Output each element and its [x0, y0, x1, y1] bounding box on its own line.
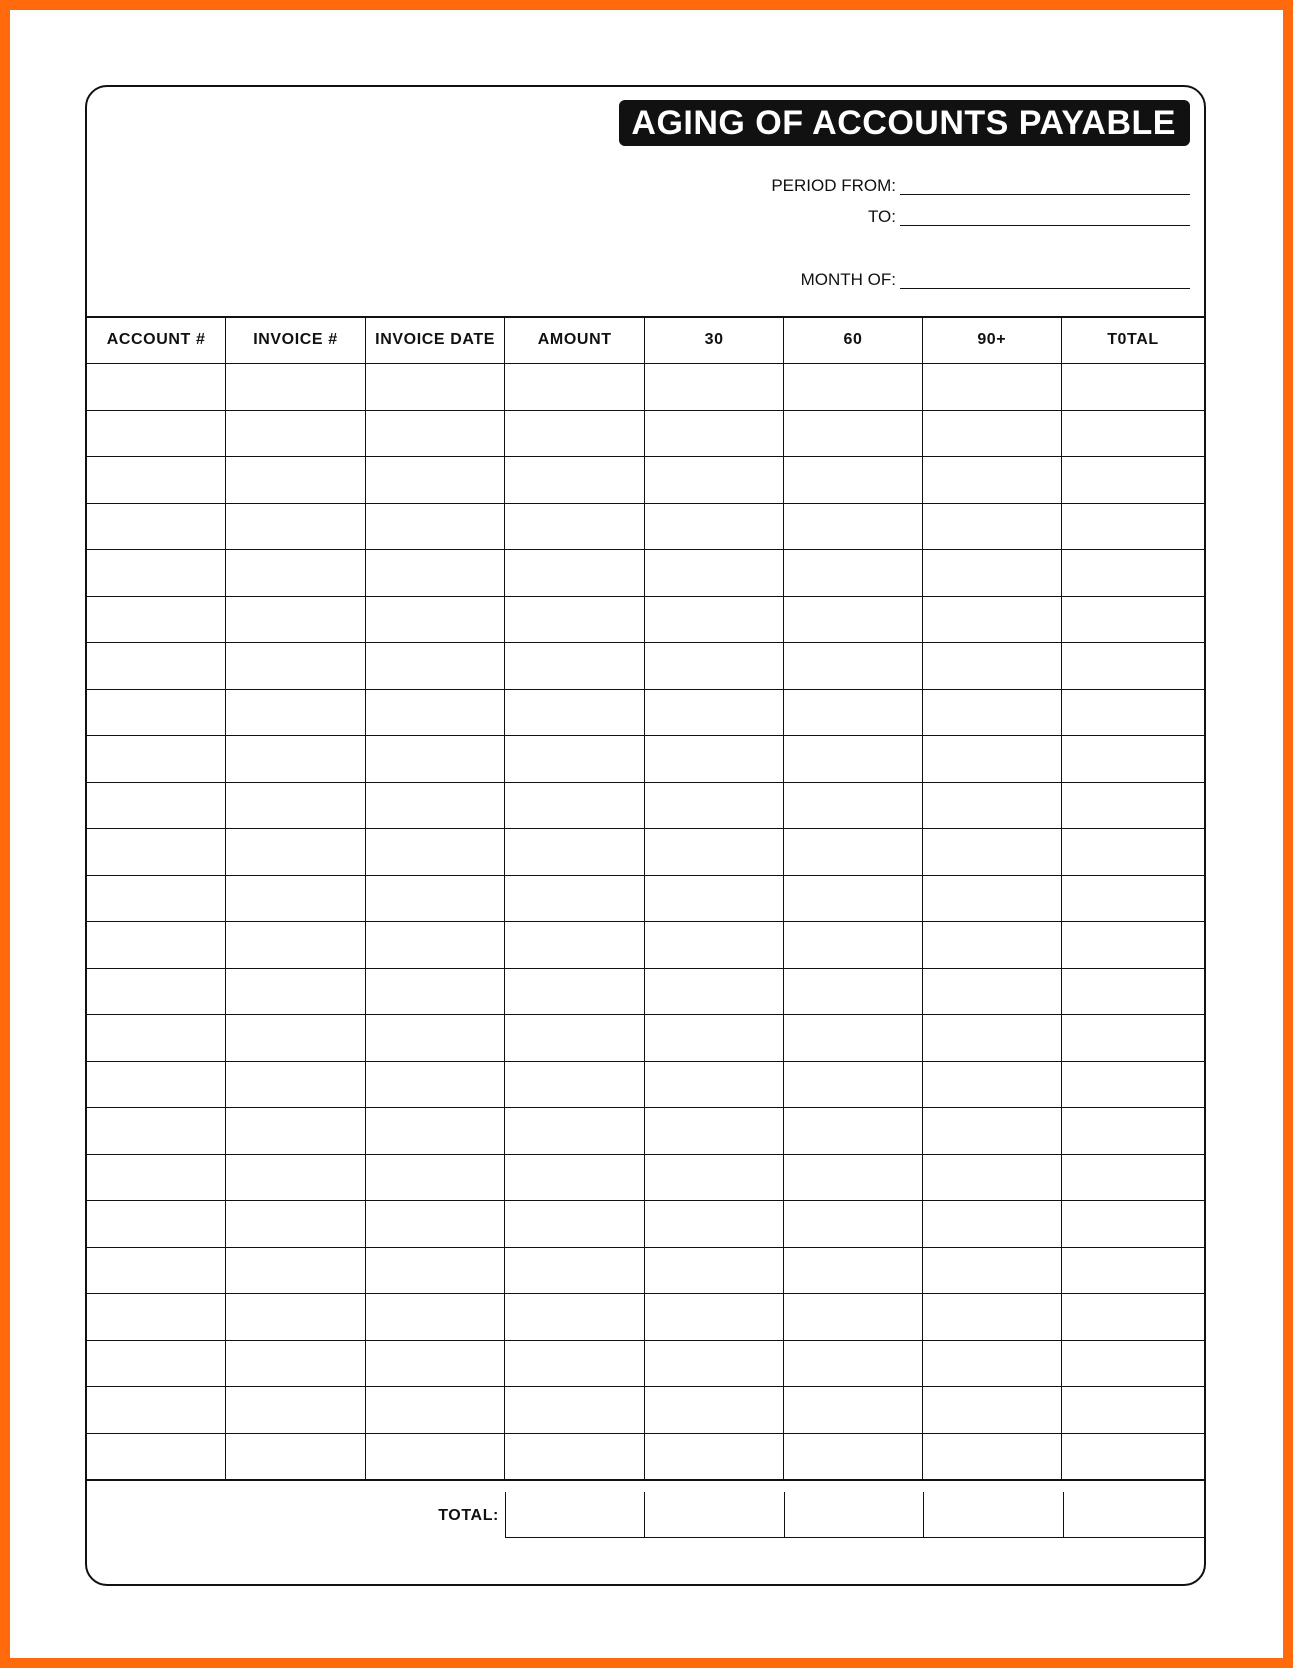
- table-cell[interactable]: [784, 829, 922, 876]
- table-cell[interactable]: [226, 1154, 366, 1201]
- table-cell[interactable]: [784, 1433, 922, 1480]
- table-cell[interactable]: [784, 922, 922, 969]
- table-cell[interactable]: [226, 1387, 366, 1434]
- table-cell[interactable]: [922, 1247, 1061, 1294]
- table-cell[interactable]: [784, 1294, 922, 1341]
- table-cell[interactable]: [784, 968, 922, 1015]
- table-cell[interactable]: [1061, 829, 1204, 876]
- payables-table: [87, 317, 1204, 1481]
- table-cell[interactable]: [505, 1154, 645, 1201]
- table-cell[interactable]: [1061, 922, 1204, 969]
- table-cell[interactable]: [365, 1294, 505, 1341]
- table-cell[interactable]: [1061, 1154, 1204, 1201]
- table-cell[interactable]: [505, 689, 645, 736]
- col-header-90-plus: 90+: [922, 317, 1061, 364]
- table-row: [87, 1061, 1204, 1108]
- table-cell[interactable]: [505, 1247, 645, 1294]
- table-cell[interactable]: [645, 922, 784, 969]
- table-cell[interactable]: [365, 736, 505, 783]
- table-cell[interactable]: [1061, 550, 1204, 597]
- period-from-field[interactable]: [771, 177, 1190, 195]
- table-cell[interactable]: [505, 922, 645, 969]
- table-cell[interactable]: [784, 782, 922, 829]
- table-cell[interactable]: [784, 1247, 922, 1294]
- table-cell[interactable]: [505, 503, 645, 550]
- table-header-row: [87, 317, 1204, 364]
- table-cell[interactable]: [226, 410, 366, 457]
- table-cell[interactable]: [645, 782, 784, 829]
- total-total-cell[interactable]: [1064, 1492, 1206, 1538]
- table-cell[interactable]: [226, 1061, 366, 1108]
- table-cell[interactable]: [87, 1387, 226, 1434]
- table-cell[interactable]: [505, 829, 645, 876]
- table-cell[interactable]: [226, 643, 366, 690]
- table-cell[interactable]: [645, 1340, 784, 1387]
- table-cell[interactable]: [87, 1433, 226, 1480]
- form-title: AGING OF ACCOUNTS PAYABLE: [619, 100, 1190, 146]
- table-cell[interactable]: [922, 1154, 1061, 1201]
- table-cell[interactable]: [645, 1387, 784, 1434]
- table-cell[interactable]: [784, 689, 922, 736]
- page: [10, 10, 1283, 1658]
- table-row: [87, 829, 1204, 876]
- table-row: [87, 1201, 1204, 1248]
- table-cell[interactable]: [365, 689, 505, 736]
- table-cell[interactable]: [922, 1201, 1061, 1248]
- table-cell[interactable]: [87, 1247, 226, 1294]
- period-to-label: TO:: [867, 207, 896, 226]
- table-cell[interactable]: [645, 1061, 784, 1108]
- table-cell[interactable]: [505, 1015, 645, 1062]
- table-cell[interactable]: [365, 1201, 505, 1248]
- table-cell[interactable]: [645, 503, 784, 550]
- table-row: [87, 364, 1204, 411]
- month-of-field[interactable]: [801, 271, 1190, 289]
- table-cell[interactable]: [226, 1433, 366, 1480]
- table-cell[interactable]: [505, 550, 645, 597]
- table-cell[interactable]: [365, 1154, 505, 1201]
- table-row: [87, 1340, 1204, 1387]
- table-row: [87, 736, 1204, 783]
- table-cell[interactable]: [505, 968, 645, 1015]
- table-cell[interactable]: [1061, 875, 1204, 922]
- month-of-label: MONTH OF:: [800, 270, 896, 289]
- table-cell[interactable]: [505, 736, 645, 783]
- table-cell[interactable]: [784, 410, 922, 457]
- table-row: [87, 922, 1204, 969]
- table-cell[interactable]: [1061, 410, 1204, 457]
- table-row: [87, 689, 1204, 736]
- table-row: [87, 410, 1204, 457]
- table-cell[interactable]: [645, 596, 784, 643]
- col-header-30: 30: [645, 317, 784, 364]
- table-cell[interactable]: [922, 782, 1061, 829]
- table-cell[interactable]: [1061, 1340, 1204, 1387]
- total-30-cell[interactable]: [645, 1492, 785, 1538]
- table-cell[interactable]: [505, 875, 645, 922]
- table-cell[interactable]: [922, 1015, 1061, 1062]
- table-cell[interactable]: [645, 968, 784, 1015]
- table-cell[interactable]: [365, 1015, 505, 1062]
- table-cell[interactable]: [87, 922, 226, 969]
- table-cell[interactable]: [1061, 1387, 1204, 1434]
- col-header-invoice: INVOICE #: [226, 317, 366, 364]
- table-cell[interactable]: [922, 596, 1061, 643]
- table-cell[interactable]: [87, 503, 226, 550]
- table-cell[interactable]: [505, 1108, 645, 1155]
- table-cell[interactable]: [365, 1247, 505, 1294]
- table-cell[interactable]: [922, 364, 1061, 411]
- table-cell[interactable]: [922, 922, 1061, 969]
- table-cell[interactable]: [1061, 1433, 1204, 1480]
- table-row: [87, 1433, 1204, 1480]
- table-row: [87, 550, 1204, 597]
- table-cell[interactable]: [226, 503, 366, 550]
- table-cell[interactable]: [645, 364, 784, 411]
- table-cell[interactable]: [645, 1247, 784, 1294]
- table-cell[interactable]: [922, 875, 1061, 922]
- table-cell[interactable]: [645, 736, 784, 783]
- table-cell[interactable]: [645, 829, 784, 876]
- table-cell[interactable]: [784, 1108, 922, 1155]
- table-cell[interactable]: [784, 1201, 922, 1248]
- table-cell[interactable]: [226, 596, 366, 643]
- col-header-invoice-date: INVOICE DATE: [365, 317, 505, 364]
- table-cell[interactable]: [1061, 596, 1204, 643]
- table-row: [87, 1108, 1204, 1155]
- table-cell[interactable]: [645, 1154, 784, 1201]
- table-cell[interactable]: [645, 875, 784, 922]
- table-cell[interactable]: [226, 782, 366, 829]
- table-cell[interactable]: [365, 550, 505, 597]
- period-from-line[interactable]: [900, 180, 1190, 195]
- table-cell[interactable]: [226, 364, 366, 411]
- table-cell[interactable]: [365, 503, 505, 550]
- table-cell[interactable]: [784, 1340, 922, 1387]
- col-header-amount: AMOUNT: [505, 317, 645, 364]
- table-cell[interactable]: [87, 410, 226, 457]
- month-of-line[interactable]: [900, 274, 1190, 289]
- table-cell[interactable]: [784, 503, 922, 550]
- table-row: [87, 1015, 1204, 1062]
- table-cell[interactable]: [87, 364, 226, 411]
- table-cell[interactable]: [505, 1201, 645, 1248]
- table-cell[interactable]: [784, 550, 922, 597]
- table-cell[interactable]: [645, 1433, 784, 1480]
- table-cell[interactable]: [505, 1061, 645, 1108]
- total-amount-cell[interactable]: [505, 1492, 645, 1538]
- table-cell[interactable]: [365, 829, 505, 876]
- table-cell[interactable]: [87, 689, 226, 736]
- table-cell[interactable]: [87, 875, 226, 922]
- table-cell[interactable]: [922, 1061, 1061, 1108]
- table-cell[interactable]: [1061, 1294, 1204, 1341]
- table-cell[interactable]: [87, 736, 226, 783]
- table-cell[interactable]: [784, 596, 922, 643]
- table-cell[interactable]: [226, 689, 366, 736]
- table-row: [87, 596, 1204, 643]
- table-cell[interactable]: [226, 736, 366, 783]
- table-cell[interactable]: [365, 364, 505, 411]
- table-cell[interactable]: [1061, 1061, 1204, 1108]
- table-row: [87, 968, 1204, 1015]
- table-cell[interactable]: [922, 1387, 1061, 1434]
- table-cell[interactable]: [1061, 736, 1204, 783]
- table-cell[interactable]: [365, 875, 505, 922]
- table-cell[interactable]: [645, 457, 784, 504]
- table-cell[interactable]: [87, 968, 226, 1015]
- table-row: [87, 643, 1204, 690]
- table-cell[interactable]: [645, 689, 784, 736]
- table-row: [87, 503, 1204, 550]
- table-cell[interactable]: [784, 643, 922, 690]
- table-cell[interactable]: [365, 410, 505, 457]
- table-cell[interactable]: [922, 1108, 1061, 1155]
- col-header-total: T0TAL: [1061, 317, 1204, 364]
- table-cell[interactable]: [87, 1201, 226, 1248]
- table-cell[interactable]: [505, 643, 645, 690]
- table-cell[interactable]: [1061, 1108, 1204, 1155]
- table-cell[interactable]: [645, 643, 784, 690]
- table-cell[interactable]: [1061, 1201, 1204, 1248]
- table-cell[interactable]: [365, 1433, 505, 1480]
- period-to-line[interactable]: [900, 211, 1190, 226]
- table-cell[interactable]: [922, 829, 1061, 876]
- table-cell[interactable]: [922, 457, 1061, 504]
- table-cell[interactable]: [922, 689, 1061, 736]
- table-cell[interactable]: [645, 1294, 784, 1341]
- table-row: [87, 782, 1204, 829]
- table-row: [87, 1294, 1204, 1341]
- table-cell[interactable]: [87, 829, 226, 876]
- table-row: [87, 1154, 1204, 1201]
- table-cell[interactable]: [1061, 643, 1204, 690]
- table-cell[interactable]: [505, 410, 645, 457]
- table-cell[interactable]: [505, 782, 645, 829]
- table-cell[interactable]: [365, 782, 505, 829]
- table-cell[interactable]: [784, 875, 922, 922]
- table-cell[interactable]: [784, 457, 922, 504]
- table-cell[interactable]: [505, 364, 645, 411]
- table-cell[interactable]: [922, 1294, 1061, 1341]
- table-cell[interactable]: [226, 1294, 366, 1341]
- period-from-label: PERIOD FROM:: [771, 176, 896, 195]
- table-cell[interactable]: [365, 596, 505, 643]
- table-cell[interactable]: [365, 643, 505, 690]
- table-cell[interactable]: [645, 410, 784, 457]
- table-cell[interactable]: [226, 550, 366, 597]
- table-cell[interactable]: [365, 1387, 505, 1434]
- table-row: [87, 875, 1204, 922]
- table-cell[interactable]: [1061, 968, 1204, 1015]
- table-cell[interactable]: [87, 782, 226, 829]
- col-header-60: 60: [784, 317, 922, 364]
- form-sheet: [85, 85, 1206, 1586]
- table-cell[interactable]: [226, 1201, 366, 1248]
- table-cell[interactable]: [226, 1247, 366, 1294]
- table-cell[interactable]: [87, 1015, 226, 1062]
- table-cell[interactable]: [87, 1108, 226, 1155]
- table-row: [87, 1247, 1204, 1294]
- table-cell[interactable]: [922, 736, 1061, 783]
- table-cell[interactable]: [784, 1015, 922, 1062]
- table-cell[interactable]: [1061, 1015, 1204, 1062]
- table-cell[interactable]: [226, 968, 366, 1015]
- table-cell[interactable]: [922, 968, 1061, 1015]
- table-cell[interactable]: [1061, 503, 1204, 550]
- col-header-account: ACCOUNT #: [87, 317, 226, 364]
- table-cell[interactable]: [505, 1294, 645, 1341]
- table-cell[interactable]: [226, 829, 366, 876]
- table-cell[interactable]: [226, 1108, 366, 1155]
- table-cell[interactable]: [784, 1387, 922, 1434]
- table-cell[interactable]: [226, 457, 366, 504]
- table-cell[interactable]: [87, 643, 226, 690]
- table-cell[interactable]: [226, 875, 366, 922]
- table-cell[interactable]: [365, 968, 505, 1015]
- table-cell[interactable]: [505, 1387, 645, 1434]
- table-cell[interactable]: [226, 922, 366, 969]
- table-cell[interactable]: [645, 1015, 784, 1062]
- table-cell[interactable]: [505, 457, 645, 504]
- table-cell[interactable]: [784, 364, 922, 411]
- table-cell[interactable]: [226, 1015, 366, 1062]
- table-cell[interactable]: [784, 736, 922, 783]
- table-cell[interactable]: [226, 1340, 366, 1387]
- table-row: [87, 1387, 1204, 1434]
- table-cell[interactable]: [365, 457, 505, 504]
- table-cell[interactable]: [922, 503, 1061, 550]
- total-90-plus-cell[interactable]: [924, 1492, 1064, 1538]
- table-cell[interactable]: [505, 1433, 645, 1480]
- table-cell[interactable]: [87, 596, 226, 643]
- table-cell[interactable]: [922, 550, 1061, 597]
- table-cell[interactable]: [922, 1340, 1061, 1387]
- table-cell[interactable]: [87, 457, 226, 504]
- table-cell[interactable]: [784, 1061, 922, 1108]
- table-cell[interactable]: [645, 1108, 784, 1155]
- table-cell[interactable]: [365, 1340, 505, 1387]
- table-cell[interactable]: [87, 1061, 226, 1108]
- total-label: TOTAL:: [438, 1507, 499, 1524]
- table-cell[interactable]: [1061, 689, 1204, 736]
- table-cell[interactable]: [922, 643, 1061, 690]
- table-cell[interactable]: [505, 596, 645, 643]
- table-cell[interactable]: [645, 550, 784, 597]
- table-cell[interactable]: [87, 550, 226, 597]
- table-cell[interactable]: [922, 1433, 1061, 1480]
- table-cell[interactable]: [645, 1201, 784, 1248]
- table-cell[interactable]: [784, 1154, 922, 1201]
- table-cell[interactable]: [1061, 364, 1204, 411]
- table-cell[interactable]: [1061, 1247, 1204, 1294]
- period-to-field[interactable]: [868, 208, 1190, 226]
- table-cell[interactable]: [505, 1340, 645, 1387]
- table-cell[interactable]: [1061, 782, 1204, 829]
- table-cell[interactable]: [87, 1340, 226, 1387]
- table-cell[interactable]: [1061, 457, 1204, 504]
- table-cell[interactable]: [87, 1294, 226, 1341]
- table-cell[interactable]: [922, 410, 1061, 457]
- table-cell[interactable]: [365, 1108, 505, 1155]
- table-cell[interactable]: [365, 1061, 505, 1108]
- table-cell[interactable]: [365, 922, 505, 969]
- table-row: [87, 457, 1204, 504]
- table-cell[interactable]: [87, 1154, 226, 1201]
- total-60-cell[interactable]: [785, 1492, 924, 1538]
